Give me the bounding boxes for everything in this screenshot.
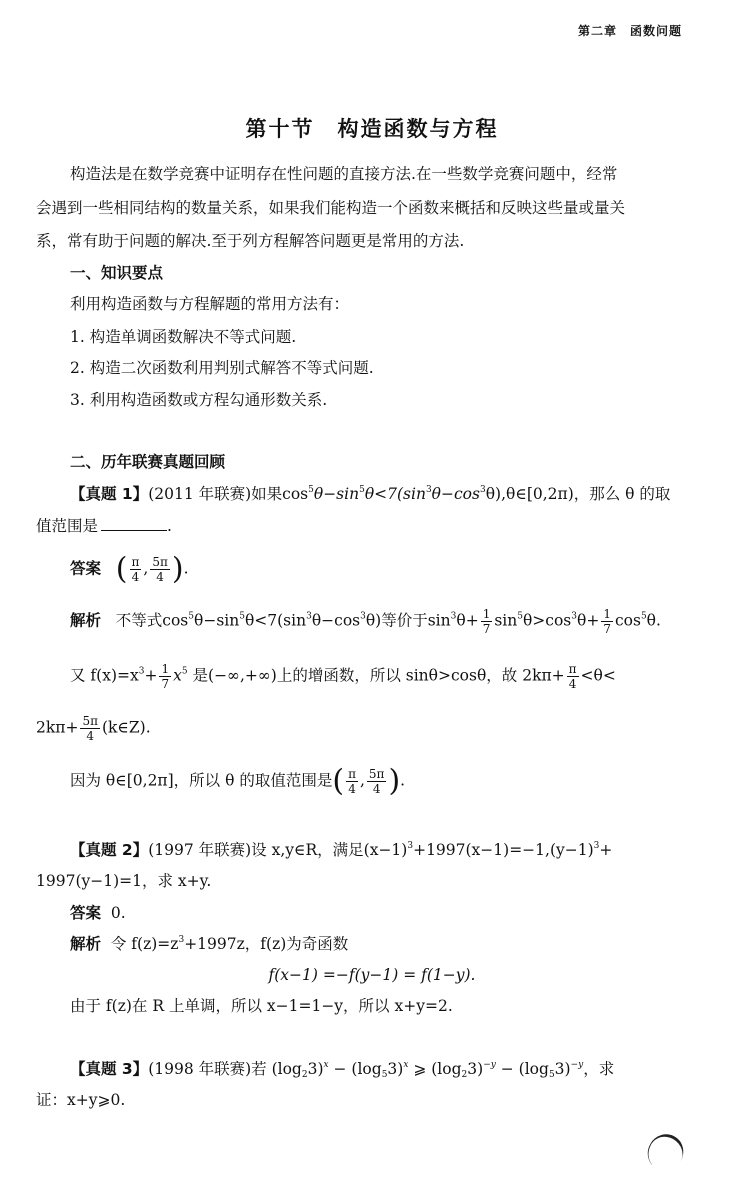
- chapter-header: 第二章 函数问题: [577, 24, 682, 38]
- problem-1-statement: 【真题 1】(2011 年联赛)如果$\cos^5\theta-\sin^5\theta<7(\sin^3\theta-\cos^3\theta),\theta\in[0,2\pi)$，那么 θ 的取: [70, 485, 671, 503]
- problem-1-answer: 答案 ( $\frac{\pi}{4}$ , $\frac{5\pi}{4}$ ).: [70, 551, 189, 587]
- problem-tag: 【真题 1】: [70, 485, 149, 503]
- knowledge-item: 2. 构造二次函数利用判别式解答不等式问题.: [70, 359, 374, 377]
- analysis-label: 解析: [70, 611, 102, 630]
- page-corner-mark: [641, 1128, 690, 1178]
- problem-2-statement: 【真题 2】(1997 年联赛)设 x,y∈R，满足$(x-1)^3+1997(x-1)=-1,(y-1)^3+$: [70, 841, 613, 859]
- section-title: 第十节 构造函数与方程: [245, 117, 499, 141]
- problem-3-statement: 【真题 3】(1998 年联赛)若 $(\log_23)^x - (\log_53)^x$ ⩾ $(\log_23)^{-y} - (\log_53)^{-y}$，求: [70, 1060, 615, 1080]
- answer-label: 答案: [70, 559, 102, 578]
- problem-1-solution-2: 又 $f(x)=x^3+$ $\frac{1}{7}$ $x^5$ 是(−∞,+∞)上的增函数，所以 sinθ>cosθ，故 2kπ+ $\frac{\pi}{4}$ <θ<: [70, 662, 616, 691]
- problem-tag: 【真题 3】: [70, 1060, 149, 1078]
- knowledge-heading: 一、知识要点: [70, 264, 164, 282]
- intro-line-1: 构造法是在数学竞赛中证明存在性问题的直接方法.在一些数学竞赛问题中，经常: [70, 165, 618, 183]
- problem-2-statement-cont: 1997(y−1)=1，求 x+y.: [36, 872, 212, 890]
- analysis-label: 解析: [70, 935, 102, 953]
- problem-1-solution-4: 因为 θ∈[0,2π]，所以 θ 的取值范围是( $\frac{\pi}{4}$ , $\frac{5\pi}{4}$ ).: [70, 763, 406, 799]
- intro-line-2: 会遇到一些相同结构的数量关系，如果我们能构造一个函数来概括和反映这些量或量关: [36, 199, 626, 217]
- problem-tag: 【真题 2】: [70, 841, 149, 859]
- knowledge-item: 1. 构造单调函数解决不等式问题.: [70, 328, 297, 346]
- problem-1-solution-1: 解析 不等式$\cos^5\theta-\sin^5\theta<7(\sin^3\theta-\cos^3\theta)$等价于$\sin^3\theta+$ $\frac{1}{7}$ $\sin^5\theta>\cos^3\theta+$ $\frac{1}{7}$ $\cos^5\theta$.: [70, 607, 661, 636]
- problem-1-solution-3: 2kπ+ $\frac{5\pi}{4}$ (k∈Z).: [36, 714, 151, 743]
- problem-3-statement-cont: 证：x+y⩾0.: [36, 1091, 126, 1109]
- answer-label: 答案: [70, 904, 102, 922]
- problem-2-answer: 答案 0.: [70, 904, 126, 922]
- problem-2-solution-2: 由于 f(z)在 R 上单调，所以 x−1=1−y，所以 x+y=2.: [70, 997, 453, 1015]
- intro-line-3: 系，常有助于问题的解决.至于列方程解答问题更是常用的方法.: [36, 232, 465, 250]
- problem-2-equation: f(x−1) =−f(y−1) = f(1−y).: [268, 966, 476, 984]
- answer-blank: [101, 516, 167, 531]
- review-heading: 二、历年联赛真题回顾: [70, 453, 226, 471]
- knowledge-item: 3. 利用构造函数或方程勾通形数关系.: [70, 391, 328, 409]
- problem-2-solution-1: 解析 令 $f(z)=z^3+1997z$，f(z)为奇函数: [70, 935, 349, 953]
- knowledge-lead: 利用构造函数与方程解题的常用方法有：: [70, 295, 350, 313]
- problem-1-statement-cont: 值范围是 .: [36, 517, 172, 535]
